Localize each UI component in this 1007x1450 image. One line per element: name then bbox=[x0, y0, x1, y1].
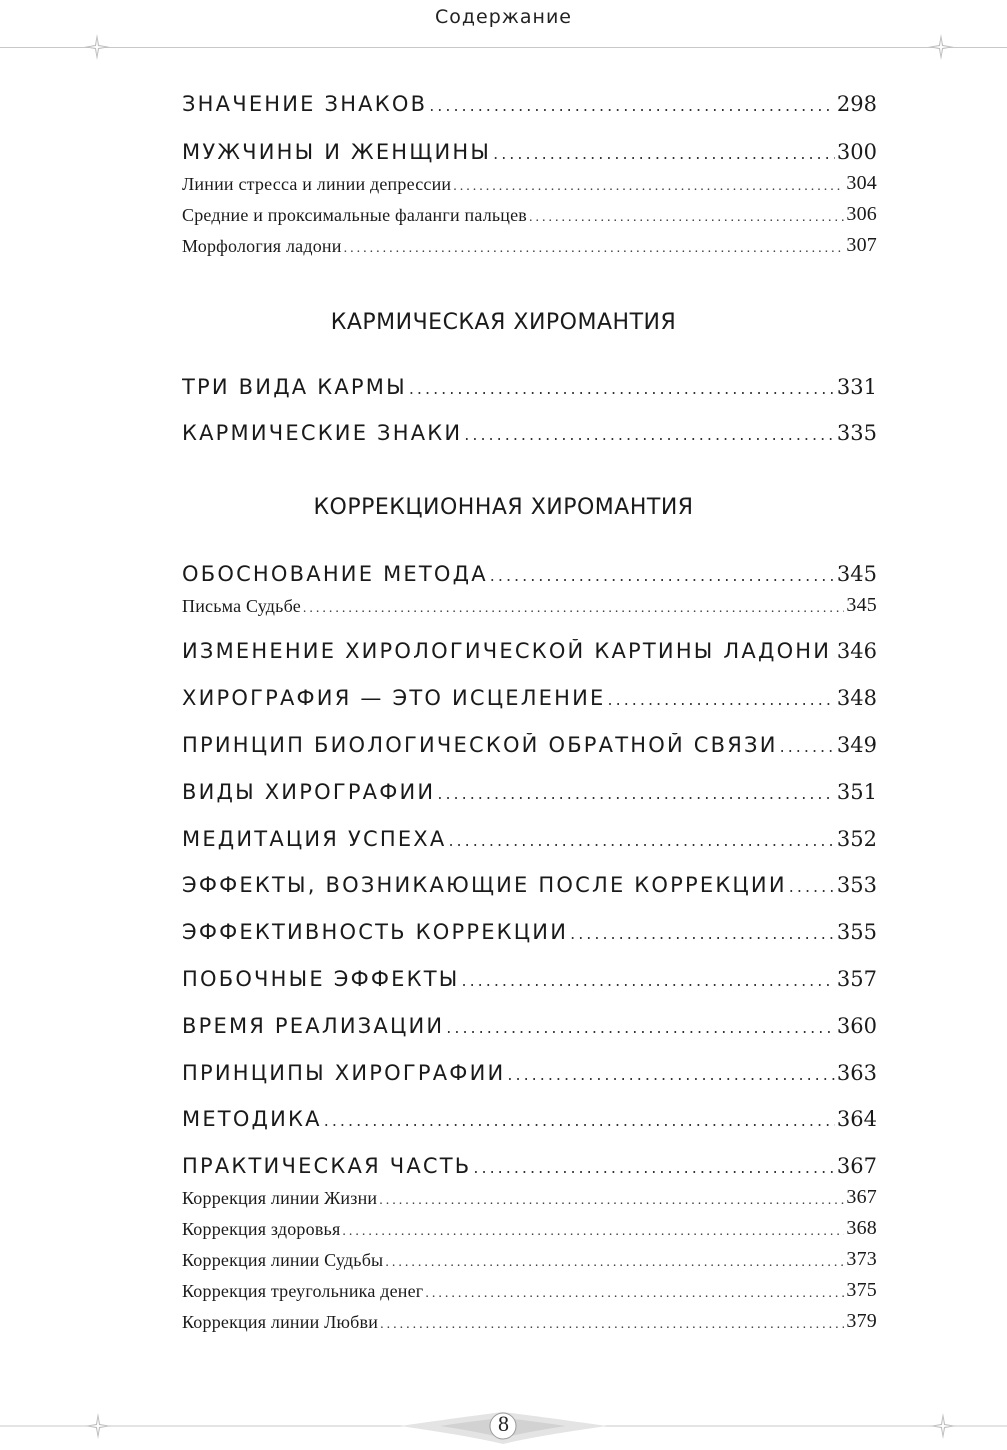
toc-entry-title: ХИРОГРАФИЯ — ЭТО ИСЦЕЛЕНИЕ bbox=[182, 686, 606, 710]
toc-entry-page: 355 bbox=[836, 920, 877, 944]
toc-entry[interactable] bbox=[182, 421, 877, 445]
leader-dots bbox=[344, 236, 845, 257]
toc-entry[interactable] bbox=[182, 920, 877, 944]
toc-entry[interactable] bbox=[182, 1107, 877, 1131]
leader-dots bbox=[473, 1154, 835, 1178]
toc-entry-title: МЕДИТАЦИЯ УСПЕХА bbox=[182, 827, 447, 851]
toc-entry-page: 363 bbox=[836, 1061, 877, 1085]
toc-entry-page: 307 bbox=[846, 234, 877, 256]
toc-entry[interactable] bbox=[182, 1061, 877, 1085]
toc-entry-title: Линии стресса и линии депрессии bbox=[182, 174, 452, 194]
leader-dots bbox=[490, 562, 835, 586]
leader-dots bbox=[608, 686, 835, 710]
toc-entry-page: 368 bbox=[846, 1217, 877, 1239]
toc-entry-page: 360 bbox=[836, 1014, 877, 1038]
leader-dots bbox=[437, 780, 835, 804]
toc-entry-title: МУЖЧИНЫ И ЖЕНЩИНЫ bbox=[182, 140, 492, 164]
toc-subentry[interactable] bbox=[182, 203, 877, 226]
running-header: Содержание bbox=[435, 6, 572, 28]
toc-entry-title: Средние и проксимальные фаланги пальцев bbox=[182, 205, 528, 225]
toc-entry-page: 349 bbox=[836, 733, 877, 757]
leader-dots bbox=[453, 174, 844, 195]
toc-entry-page: 345 bbox=[846, 594, 877, 616]
leader-dots bbox=[789, 873, 835, 897]
toc-entry-title: ЗНАЧЕНИЕ ЗНАКОВ bbox=[182, 92, 428, 116]
toc-entry-title: Коррекция треугольника денег bbox=[182, 1281, 424, 1301]
toc-entry-title: Морфология ладони bbox=[182, 236, 342, 256]
toc-entry-title: ПРАКТИЧЕСКАЯ ЧАСТЬ bbox=[182, 1154, 472, 1178]
toc-entry-page: 353 bbox=[836, 873, 877, 897]
toc-entry[interactable] bbox=[182, 140, 877, 164]
toc-entry-page: 304 bbox=[846, 172, 877, 194]
section-title: КОРРЕКЦИОННАЯ ХИРОМАНТИЯ bbox=[313, 495, 694, 520]
toc-entry-title: ТРИ ВИДА КАРМЫ bbox=[182, 375, 407, 399]
toc-subentry[interactable] bbox=[182, 234, 877, 257]
leader-dots bbox=[379, 1188, 844, 1209]
leader-dots bbox=[507, 1061, 835, 1085]
toc-entry[interactable] bbox=[182, 733, 877, 757]
toc-entry-page: 351 bbox=[836, 780, 877, 804]
leader-dots bbox=[385, 1250, 844, 1271]
toc-subentry[interactable] bbox=[182, 1279, 877, 1302]
toc-entry-title: ПОБОЧНЫЕ ЭФФЕКТЫ bbox=[182, 967, 460, 991]
toc-entry-title: ЭФФЕКТИВНОСТЬ КОРРЕКЦИИ bbox=[182, 920, 569, 944]
toc-entry[interactable] bbox=[182, 639, 877, 663]
section-title: КАРМИЧЕСКАЯ ХИРОМАНТИЯ bbox=[330, 310, 677, 335]
leader-dots bbox=[464, 421, 835, 445]
toc-entry[interactable] bbox=[182, 1014, 877, 1038]
toc-entry-title: ПРИНЦИПЫ ХИРОГРАФИИ bbox=[182, 1061, 506, 1085]
toc-entry-page: 335 bbox=[836, 421, 877, 445]
leader-dots bbox=[429, 92, 835, 116]
toc-entry-page: 364 bbox=[836, 1107, 877, 1131]
toc-subentry[interactable] bbox=[182, 172, 877, 195]
toc-entry-title: Коррекция линии Жизни bbox=[182, 1188, 378, 1208]
toc-entry-page: 367 bbox=[846, 1186, 877, 1208]
toc-entry[interactable] bbox=[182, 375, 877, 399]
toc-entry[interactable] bbox=[182, 827, 877, 851]
toc-subentry[interactable] bbox=[182, 1186, 877, 1209]
leader-dots bbox=[342, 1219, 844, 1240]
leader-dots bbox=[448, 827, 834, 851]
leader-dots bbox=[461, 967, 834, 991]
header-rule bbox=[0, 47, 1007, 48]
toc-entry-page: 306 bbox=[846, 203, 877, 225]
toc-entry[interactable] bbox=[182, 562, 877, 586]
toc-entry[interactable] bbox=[182, 686, 877, 710]
toc-entry-title: Коррекция линии Любви bbox=[182, 1312, 379, 1332]
toc-entry-title: ИЗМЕНЕНИЕ ХИРОЛОГИЧЕСКОЙ КАРТИНЫ ЛАДОНИ bbox=[182, 639, 832, 663]
leader-dots bbox=[446, 1014, 835, 1038]
toc-entry-title: Коррекция здоровья bbox=[182, 1219, 341, 1239]
leader-dots bbox=[570, 920, 835, 944]
toc-entry[interactable] bbox=[182, 1154, 877, 1178]
leader-dots bbox=[303, 596, 845, 617]
leader-dots bbox=[833, 639, 835, 663]
toc-entry-page: 348 bbox=[836, 686, 877, 710]
toc-entry-title: ПРИНЦИП БИОЛОГИЧЕСКОЙ ОБРАТНОЙ СВЯЗИ bbox=[182, 733, 778, 757]
toc-entry-title: Письма Судьбе bbox=[182, 596, 301, 616]
leader-dots bbox=[324, 1107, 835, 1131]
ornament-star-icon bbox=[928, 34, 954, 60]
leader-dots bbox=[780, 733, 835, 757]
toc-entry-title: ЭФФЕКТЫ, ВОЗНИКАЮЩИЕ ПОСЛЕ КОРРЕКЦИИ bbox=[182, 873, 787, 897]
toc-entry-page: 331 bbox=[836, 375, 877, 399]
toc-entry[interactable] bbox=[182, 873, 877, 897]
leader-dots bbox=[493, 140, 835, 164]
toc-entry-page: 345 bbox=[836, 562, 877, 586]
toc-subentry[interactable] bbox=[182, 1248, 877, 1271]
toc-subentry[interactable] bbox=[182, 1217, 877, 1240]
toc-entry-title: КАРМИЧЕСКИЕ ЗНАКИ bbox=[182, 421, 463, 445]
toc-subentry[interactable] bbox=[182, 594, 877, 617]
leader-dots bbox=[409, 375, 835, 399]
toc-entry-page: 298 bbox=[836, 92, 877, 116]
toc-entry-title: ВИДЫ ХИРОГРАФИИ bbox=[182, 780, 436, 804]
toc-entry-page: 373 bbox=[846, 1248, 877, 1270]
toc-entry-title: ОБОСНОВАНИЕ МЕТОДА bbox=[182, 562, 488, 586]
toc-entry-title: ВРЕМЯ РЕАЛИЗАЦИИ bbox=[182, 1014, 445, 1038]
toc-entry-page: 375 bbox=[846, 1279, 877, 1301]
page-number: 8 bbox=[498, 1411, 509, 1436]
toc-entry-page: 346 bbox=[836, 639, 877, 663]
leader-dots bbox=[425, 1281, 844, 1302]
toc-entry-title: МЕТОДИКА bbox=[182, 1107, 322, 1131]
toc-entry-title: Коррекция линии Судьбы bbox=[182, 1250, 384, 1270]
toc-subentry[interactable] bbox=[182, 1310, 877, 1333]
toc-entry-page: 367 bbox=[836, 1154, 877, 1178]
leader-dots bbox=[529, 205, 844, 226]
toc-entry[interactable] bbox=[182, 780, 877, 804]
ornament-star-icon bbox=[84, 34, 110, 60]
toc-entry-page: 379 bbox=[846, 1310, 877, 1332]
toc-entry-page: 352 bbox=[836, 827, 877, 851]
toc-entry-page: 300 bbox=[836, 140, 877, 164]
toc-entry[interactable] bbox=[182, 92, 877, 116]
toc-entry[interactable] bbox=[182, 967, 877, 991]
toc-entry-page: 357 bbox=[836, 967, 877, 991]
leader-dots bbox=[380, 1312, 844, 1333]
